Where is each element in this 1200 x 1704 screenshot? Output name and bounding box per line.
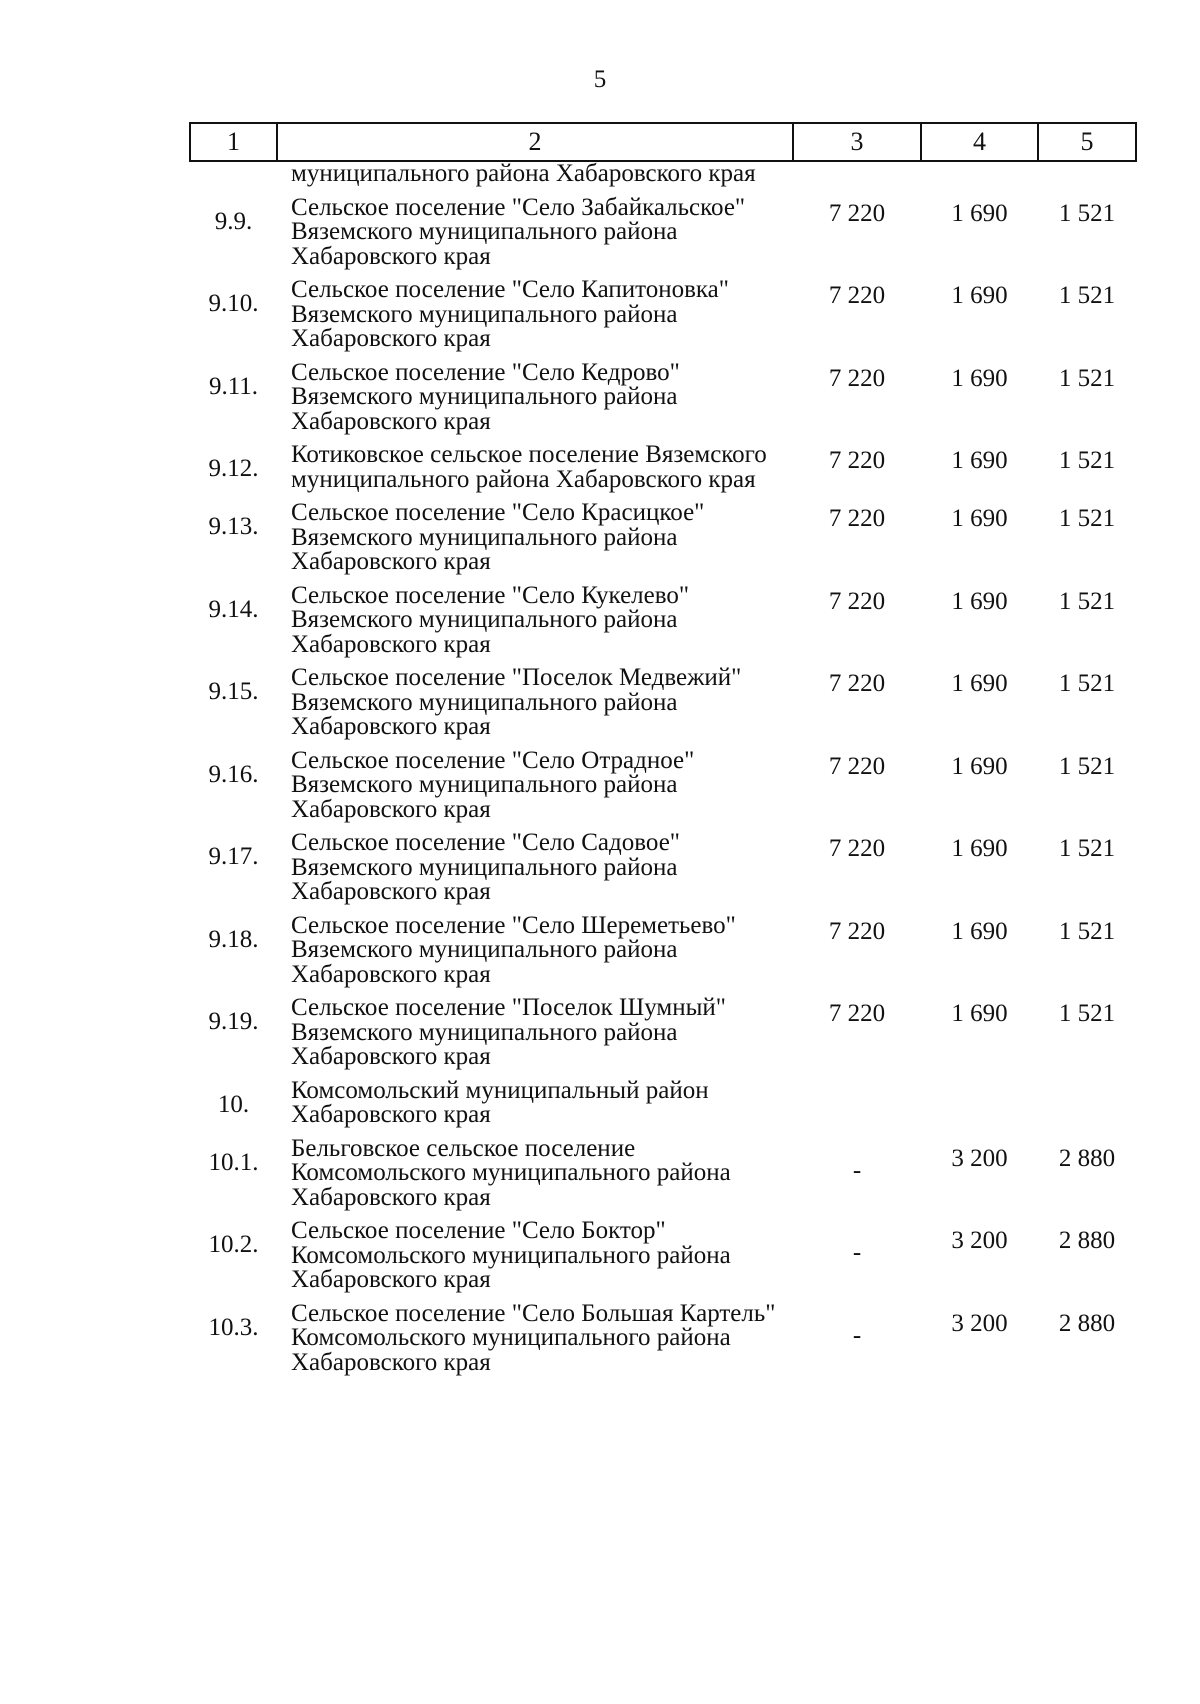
header-col-5: 5 [1038, 123, 1136, 161]
row-col-5: 1 521 [1058, 752, 1116, 780]
row-col-4: 3 200 [951, 1227, 1008, 1254]
table-row-district [190, 1079, 1136, 1137]
table-row [190, 831, 1136, 914]
row-number: 10.1. [208, 1148, 259, 1176]
continuation-row [190, 161, 1136, 196]
row-col-3: - [852, 1156, 862, 1184]
row-col-5: 1 521 [1058, 364, 1116, 392]
row-col-4 [921, 1079, 1038, 1137]
settlements-table [189, 122, 1137, 1384]
row-col-3: 7 220 [828, 447, 886, 474]
row-col-5: 1 521 [1058, 917, 1116, 945]
row-col-5: 2 880 [1058, 1309, 1116, 1337]
row-col-4: 1 690 [951, 587, 1008, 615]
row-col-4: 1 690 [951, 917, 1008, 945]
row-name: Сельское поселение "Село Отрадное" Вяземского муниципального района Хабаровского края [291, 746, 695, 823]
row-col-3: 7 220 [828, 587, 886, 615]
header-col-4: 4 [921, 123, 1038, 161]
row-name: Сельское поселение "Село Шереметьево" Вяземского муниципального района Хабаровского края [291, 911, 736, 988]
row-col-4: 1 690 [951, 447, 1008, 474]
row-col-4: 1 690 [951, 505, 1008, 532]
table-row [190, 1302, 1136, 1385]
row-number: 9.14. [208, 595, 259, 623]
row-number: 9.16. [208, 760, 259, 788]
row-col-4: 1 690 [951, 752, 1008, 780]
row-name: Сельское поселение "Село Красицкое" Вяземского муниципального района Хабаровского края [291, 499, 705, 575]
row-col-3: - [852, 1239, 862, 1266]
row-col-5: 2 880 [1058, 1227, 1116, 1254]
header-col-3: 3 [793, 123, 921, 161]
row-col-4: 1 690 [951, 1000, 1008, 1027]
row-col-5 [1038, 1079, 1136, 1137]
continuation-num [190, 161, 277, 196]
row-name: Сельское поселение "Село Забайкальское" Вяземского муниципального района Хабаровского края [291, 193, 746, 270]
table-row [190, 443, 1136, 501]
row-col-3: 7 220 [828, 752, 886, 780]
row-name: Сельское поселение "Село Кукелево" Вяземского муниципального района Хабаровского края [291, 581, 690, 658]
row-col-3: 7 220 [828, 917, 886, 945]
row-col-5: 1 521 [1058, 835, 1116, 862]
table-row [190, 278, 1136, 361]
row-name: Сельское поселение "Село Большая Картель" Комсомольского муниципального района Хабаровского края [291, 1299, 776, 1376]
row-name: Сельское поселение "Поселок Шумный" Вяземского муниципального района Хабаровского края [291, 994, 726, 1070]
row-number: 9.18. [208, 925, 259, 953]
row-name: Сельское поселение "Село Боктор" Комсомольского муниципального района Хабаровского края [291, 1217, 731, 1293]
table-row [190, 196, 1136, 279]
row-col-4: 1 690 [951, 670, 1008, 697]
table-row [190, 361, 1136, 444]
row-number: 9.11. [208, 372, 259, 400]
row-number: 9.10. [208, 290, 259, 317]
row-number: 9.9. [214, 207, 253, 235]
table-body [190, 161, 1136, 1384]
page-number: 5 [593, 66, 607, 93]
table-header [190, 123, 1136, 161]
row-name: Котиковское сельское поселение Вяземского муниципального района Хабаровского края [291, 441, 767, 493]
row-col-3: 7 220 [828, 1000, 886, 1027]
row-col-3: 7 220 [828, 282, 886, 309]
row-col-3: 7 220 [828, 364, 886, 392]
row-name: Сельское поселение "Село Капитоновка" Вяземского муниципального района Хабаровского края [291, 276, 729, 352]
row-number: 9.15. [208, 678, 259, 705]
row-number: 9.13. [208, 513, 259, 540]
row-col-3: 7 220 [828, 199, 886, 227]
row-number: 10.3. [208, 1313, 259, 1341]
row-number: 10.2. [208, 1231, 259, 1258]
row-number: 9.19. [208, 1008, 259, 1035]
row-col-4: 1 690 [951, 364, 1008, 392]
header-col-1: 1 [190, 123, 277, 161]
row-col-5: 1 521 [1058, 587, 1116, 615]
row-name: Сельское поселение "Поселок Медвежий" Вяземского муниципального района Хабаровского края [291, 664, 742, 740]
row-name: Комсомольский муниципальный район Хабаровского края [291, 1076, 709, 1128]
header-col-2: 2 [277, 123, 793, 161]
row-col-3: 7 220 [828, 505, 886, 532]
row-col-5: 1 521 [1058, 670, 1116, 697]
row-number: 9.17. [208, 843, 259, 870]
row-col-3 [793, 1079, 921, 1137]
row-col-5: 1 521 [1058, 282, 1116, 309]
row-col-3: - [852, 1321, 862, 1349]
header-row [190, 123, 1136, 161]
table-row [190, 666, 1136, 749]
row-col-4: 1 690 [951, 835, 1008, 862]
continuation-text: муниципального района Хабаровского края [291, 160, 756, 187]
table-row [190, 914, 1136, 997]
row-number: 10. [217, 1090, 250, 1118]
table-row [190, 501, 1136, 584]
row-col-3: 7 220 [828, 670, 886, 697]
row-number: 9.12. [208, 455, 259, 482]
row-col-5: 1 521 [1058, 1000, 1116, 1027]
settlements-table-container [189, 122, 1135, 1384]
table-row [190, 996, 1136, 1079]
row-col-4: 3 200 [951, 1144, 1008, 1172]
row-col-5: 2 880 [1058, 1144, 1116, 1172]
row-col-4: 3 200 [951, 1309, 1008, 1337]
table-row [190, 584, 1136, 667]
row-col-3: 7 220 [828, 835, 886, 862]
row-col-5: 1 521 [1058, 505, 1116, 532]
row-col-5: 1 521 [1058, 199, 1116, 227]
row-name: Сельское поселение "Село Кедрово" Вяземского муниципального района Хабаровского края [291, 358, 680, 435]
row-name: Сельское поселение "Село Садовое" Вяземского муниципального района Хабаровского края [291, 829, 680, 905]
row-col-4: 1 690 [951, 199, 1008, 227]
row-name: Бельговское сельское поселение Комсомольского муниципального района Хабаровского края [291, 1134, 731, 1211]
row-col-4: 1 690 [951, 282, 1008, 309]
table-row [190, 1219, 1136, 1302]
row-col-5: 1 521 [1058, 447, 1116, 474]
table-row [190, 749, 1136, 832]
table-row [190, 1137, 1136, 1220]
